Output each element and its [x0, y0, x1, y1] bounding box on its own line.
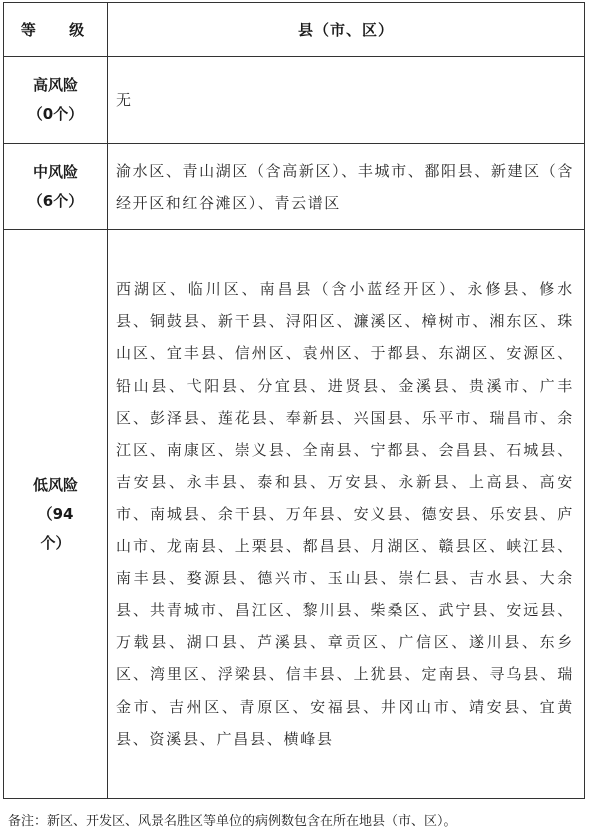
level-cell-medium — [4, 144, 108, 230]
level-count-low-1: （94 — [37, 504, 74, 523]
table-header-row — [4, 3, 585, 57]
areas-medium: 渝水区、青山湖区（含高新区）、丰城市、鄱阳县、新建区（含经开区和红谷滩区）、青云谱区 — [108, 144, 585, 230]
table-row-medium-risk — [4, 144, 585, 230]
table-row-high-risk — [4, 57, 585, 144]
level-name-high: 高风险 — [32, 76, 78, 94]
level-name-medium: 中风险 — [32, 162, 78, 181]
level-count-high: （0个） — [27, 105, 84, 123]
level-cell-low — [4, 230, 108, 799]
risk-level-table — [3, 2, 585, 799]
areas-high: 无 — [108, 57, 585, 144]
areas-low: 西湖区、临川区、南昌县（含小蓝经开区）、永修县、修水县、铜鼓县、新干县、浔阳区、濂溪区、樟树市、湘东区、珠山区、宜丰县、信州区、袁州区、于都县、东湖区、安源区、铅山县、弋阳县、分宜县、进贤县、金溪县、贵溪市、广丰区、彭泽县、莲花县、奉新县、兴国县、乐平市、瑞昌市、余江区、南康区、崇义县、全南县、宁都县、会昌县、石城县、吉安县、永丰县、泰和县、万安县、永新县、上高县、高安市、南城县、余干县、万年县、安义县、德安县、乐安县、庐山市、龙南县、上栗县、都昌县、月湖区、赣县区、峡江县、南丰县、婺源县、德兴市、玉山县、崇仁县、吉水县、大余县、共青城市、昌江区、黎川县、柴桑区、武宁县、安远县、万载县、湖口县、芦溪县、章贡区、广信区、遂川县、东乡区、湾里区、浮梁县、信丰县、上犹县、定南县、寻乌县、瑞金市、吉州区、青原区、安福县、井冈山市、靖安县、宜黄县、资溪县、广昌县、横峰县 — [108, 230, 585, 799]
header-level: 等 级 — [4, 3, 108, 57]
table-row-low-risk — [4, 230, 585, 799]
footnote: 备注：新区、开发区、风景名胜区等单位的病例数包含在所在地县（市、区）。 — [8, 814, 457, 829]
level-cell-high — [4, 57, 108, 144]
header-area: 县（市、区） — [108, 3, 585, 57]
level-count-medium: （6个） — [27, 191, 84, 210]
level-count-low-2: 个） — [40, 533, 71, 552]
level-name-low: 低风险 — [32, 475, 78, 494]
